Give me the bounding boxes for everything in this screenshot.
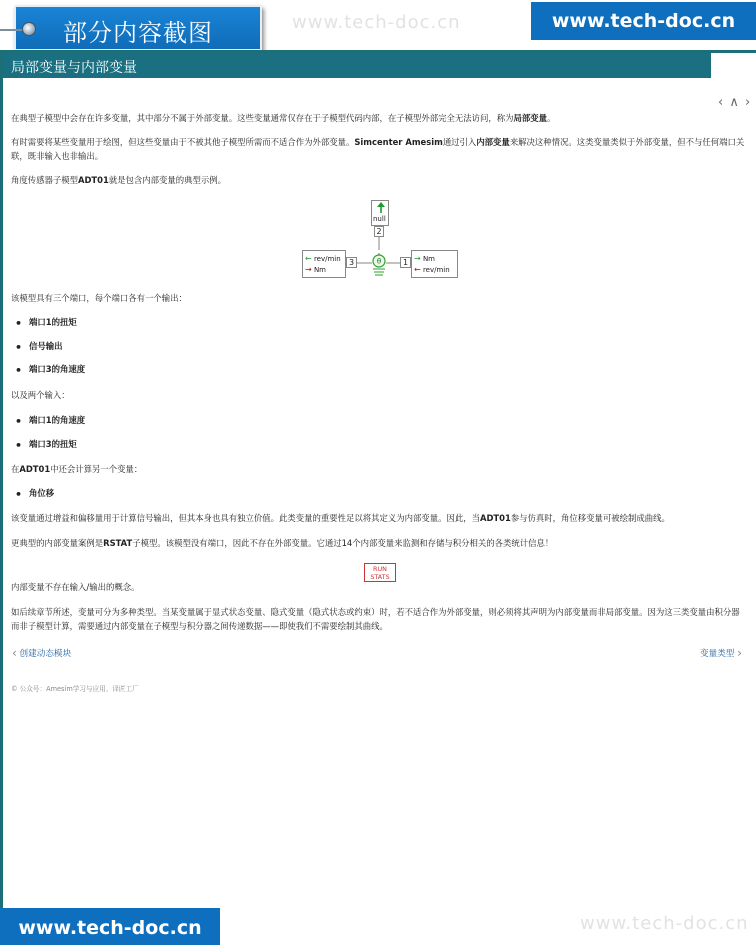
paragraph-three-ports: 该模型具有三个端口，每个端口各有一个输出： bbox=[11, 293, 187, 303]
signal-output-box: null bbox=[371, 200, 389, 226]
paragraph-rstat: 更典型的内部变量案例是RSTAT子模型。该模型没有端口，因此不存在外部变量。它通过14个内部变量来监测和存储与积分相关的各类统计信息！ bbox=[11, 538, 554, 548]
watermark-bottom: www.tech-doc.cn bbox=[580, 913, 749, 934]
paragraph-extra-variable: 在ADT01中还会计算另一个变量： bbox=[11, 464, 143, 474]
prev-page-link[interactable]: ‹ 创建动态模块 bbox=[12, 646, 72, 660]
site-badge-bottom[interactable] bbox=[0, 908, 220, 945]
extra-variable-list bbox=[11, 487, 54, 501]
title-bar bbox=[3, 53, 711, 78]
svg-text:θ: θ bbox=[376, 257, 382, 266]
list-item: • 端口1的角速度 bbox=[11, 414, 85, 428]
input-list bbox=[11, 414, 85, 451]
site-badge-top[interactable] bbox=[531, 2, 756, 40]
excerpt-label: 部分内容截图 bbox=[63, 19, 213, 47]
chevron-right-icon: › bbox=[737, 646, 742, 660]
paragraph-angular-displacement: 该变量通过增益和偏移量用于计算信号输出，但其本身也具有独立价值。此类变量的重要性足以将其定义为内部变量。因此，当ADT01参与仿真时，角位移变量可被绘制成曲线。 bbox=[11, 513, 670, 523]
pin-icon bbox=[0, 22, 40, 36]
paragraph-variable-types: 如后续章节所述，变量可分为多种类型。当某变量属于显式状态变量、隐式变量（隐式状态或约束）时，若不适合作为外部变量，则必须将其声明为内部变量而非局部变量。因为这三类变量由积分器而非子模型计算，需要通过内部变量在子模型与积分器之间传递数据——即使我们不需要绘制其曲线。 bbox=[11, 607, 740, 631]
page-nav-arrows-icon[interactable]: ‹ ∧ › bbox=[718, 95, 752, 110]
top-banner bbox=[0, 0, 756, 52]
list-item: • 端口3的角速度 bbox=[11, 363, 85, 377]
adt01-diagram bbox=[300, 198, 460, 284]
list-item: • 端口1的扭矩 bbox=[11, 316, 85, 330]
paragraph-internal-variables: 有时需要将某些变量用于绘图，但这些变量由于不被其他子模型所需而不适合作为外部变量。Simcenter Amesim通过引入内部变量来解决这种情况。这类变量类似于外部变量，但不与任何端口关联，既非输入也非输出。 bbox=[11, 137, 745, 161]
page-title: 局部变量与内部变量 bbox=[11, 60, 137, 76]
list-item: • 角位移 bbox=[11, 487, 54, 501]
site-url-top[interactable]: www.tech-doc.cn bbox=[551, 10, 736, 32]
paragraph-adt01-example: 角度传感器子模型ADT01就是包含内部变量的典型示例。 bbox=[11, 175, 227, 185]
paragraph-local-variables: 在典型子模型中会存在许多变量，其中部分不属于外部变量。这些变量通常仅存在于子模型代码内部，在子模型外部完全无法访问，称为局部变量。 bbox=[11, 113, 556, 123]
site-url-bottom[interactable]: www.tech-doc.cn bbox=[18, 917, 202, 939]
list-item: • 端口3的扭矩 bbox=[11, 438, 85, 452]
next-page-link[interactable]: 变量类型 › bbox=[700, 646, 742, 660]
right-port-box: → Nm ← rev/min bbox=[411, 250, 458, 278]
list-item: • 信号输出 bbox=[11, 340, 85, 354]
port-label-3: 3 bbox=[346, 257, 357, 268]
footer-note: © 公众号：Amesim学习与应用、译匠工厂 bbox=[11, 685, 139, 693]
watermark-top: www.tech-doc.cn bbox=[292, 12, 461, 33]
paragraph-no-io-concept: 内部变量不存在输入/输出的概念。 bbox=[11, 582, 140, 592]
output-list bbox=[11, 316, 85, 377]
left-port-box: ← rev/min → Nm bbox=[302, 250, 346, 278]
port-label-1: 1 bbox=[400, 257, 411, 268]
rstat-icon: RUN STATS bbox=[364, 563, 396, 582]
paragraph-two-inputs: 以及两个输入： bbox=[11, 390, 70, 400]
excerpt-badge bbox=[14, 5, 262, 51]
chevron-left-icon: ‹ bbox=[12, 646, 17, 660]
port-label-2: 2 bbox=[374, 226, 384, 237]
